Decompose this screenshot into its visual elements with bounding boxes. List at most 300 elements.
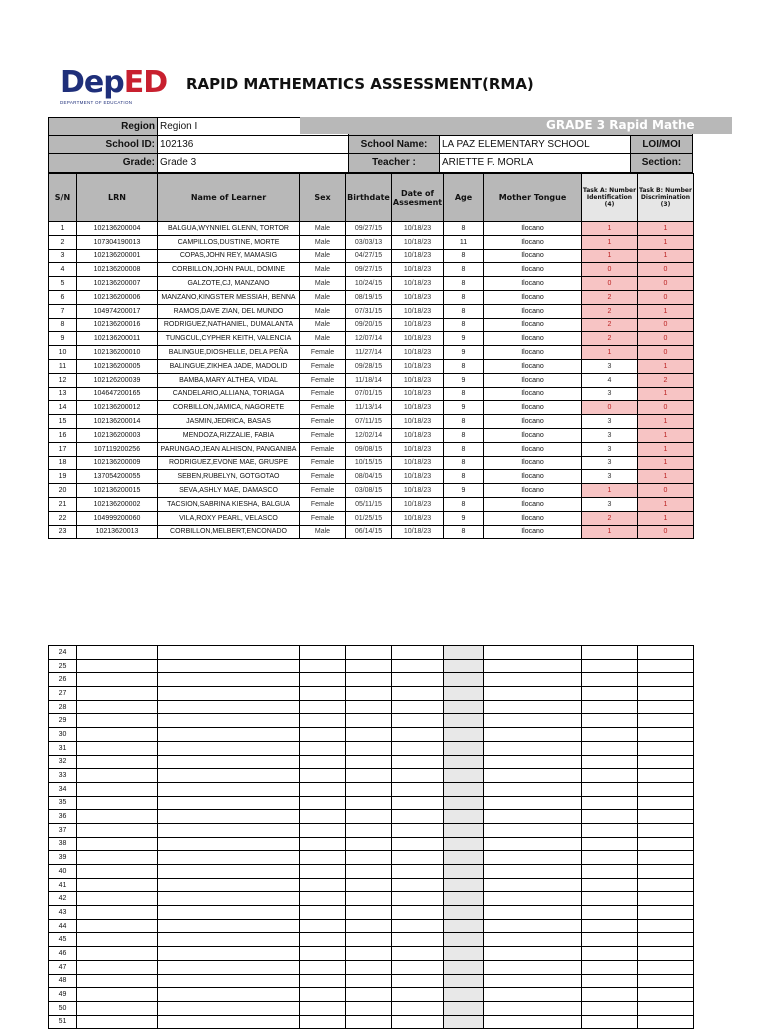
- row-task-b[interactable]: 0: [638, 484, 694, 498]
- empty-cell[interactable]: [638, 659, 694, 673]
- empty-cell[interactable]: [392, 687, 444, 701]
- row-assessment-date[interactable]: 10/18/23: [392, 318, 444, 332]
- row-birthdate[interactable]: 08/04/15: [346, 470, 392, 484]
- row-assessment-date[interactable]: 10/18/23: [392, 470, 444, 484]
- row-birthdate[interactable]: 09/27/15: [346, 263, 392, 277]
- row-sn[interactable]: 31: [49, 741, 77, 755]
- row-age[interactable]: 8: [444, 456, 484, 470]
- region-value[interactable]: Region I: [157, 117, 349, 136]
- row-birthdate[interactable]: 05/11/15: [346, 497, 392, 511]
- empty-cell[interactable]: [300, 837, 346, 851]
- empty-cell[interactable]: [582, 659, 638, 673]
- empty-cell[interactable]: [346, 769, 392, 783]
- row-sn[interactable]: 37: [49, 823, 77, 837]
- empty-cell[interactable]: [444, 837, 484, 851]
- empty-cell[interactable]: [77, 673, 158, 687]
- empty-cell[interactable]: [484, 933, 582, 947]
- row-birthdate[interactable]: 10/24/15: [346, 277, 392, 291]
- row-task-a[interactable]: 3: [582, 470, 638, 484]
- row-age[interactable]: 9: [444, 332, 484, 346]
- empty-cell[interactable]: [300, 755, 346, 769]
- row-birthdate[interactable]: 03/03/13: [346, 235, 392, 249]
- row-task-a[interactable]: 2: [582, 290, 638, 304]
- empty-cell[interactable]: [346, 810, 392, 824]
- row-mother-tongue[interactable]: Ilocano: [484, 277, 582, 291]
- row-learner-name[interactable]: VILA,ROXY PEARL, VELASCO: [158, 511, 300, 525]
- row-age[interactable]: 8: [444, 249, 484, 263]
- empty-cell[interactable]: [346, 919, 392, 933]
- row-task-b[interactable]: 1: [638, 387, 694, 401]
- empty-cell[interactable]: [582, 755, 638, 769]
- empty-cell[interactable]: [638, 673, 694, 687]
- row-sn[interactable]: 35: [49, 796, 77, 810]
- empty-cell[interactable]: [77, 988, 158, 1002]
- empty-cell[interactable]: [346, 741, 392, 755]
- row-lrn[interactable]: 102126200039: [77, 373, 158, 387]
- row-task-b[interactable]: 1: [638, 428, 694, 442]
- empty-cell[interactable]: [392, 728, 444, 742]
- row-age[interactable]: 8: [444, 497, 484, 511]
- empty-cell[interactable]: [392, 823, 444, 837]
- row-task-a[interactable]: 3: [582, 456, 638, 470]
- empty-cell[interactable]: [77, 782, 158, 796]
- row-mother-tongue[interactable]: Ilocano: [484, 263, 582, 277]
- row-task-b[interactable]: 1: [638, 235, 694, 249]
- empty-cell[interactable]: [582, 892, 638, 906]
- empty-cell[interactable]: [582, 878, 638, 892]
- row-mother-tongue[interactable]: Ilocano: [484, 511, 582, 525]
- empty-cell[interactable]: [300, 700, 346, 714]
- row-sn[interactable]: 34: [49, 782, 77, 796]
- empty-cell[interactable]: [300, 741, 346, 755]
- row-lrn[interactable]: 137054200055: [77, 470, 158, 484]
- empty-cell[interactable]: [300, 1001, 346, 1015]
- row-task-a[interactable]: 3: [582, 428, 638, 442]
- row-age[interactable]: 8: [444, 263, 484, 277]
- empty-cell[interactable]: [638, 906, 694, 920]
- empty-cell[interactable]: [158, 988, 300, 1002]
- row-age[interactable]: 11: [444, 235, 484, 249]
- empty-cell[interactable]: [158, 810, 300, 824]
- empty-cell[interactable]: [77, 741, 158, 755]
- empty-cell[interactable]: [582, 673, 638, 687]
- row-learner-name[interactable]: CORBILLON,JOHN PAUL, DOMINE: [158, 263, 300, 277]
- row-birthdate[interactable]: 10/15/15: [346, 456, 392, 470]
- empty-cell[interactable]: [300, 960, 346, 974]
- empty-cell[interactable]: [346, 837, 392, 851]
- row-sex[interactable]: Male: [300, 222, 346, 236]
- row-task-b[interactable]: 0: [638, 277, 694, 291]
- row-learner-name[interactable]: RAMOS,DAVE ZIAN, DEL MUNDO: [158, 304, 300, 318]
- empty-cell[interactable]: [392, 988, 444, 1002]
- empty-cell[interactable]: [484, 782, 582, 796]
- row-learner-name[interactable]: SEBEN,RUBELYN, GOTGOTAO: [158, 470, 300, 484]
- empty-cell[interactable]: [158, 837, 300, 851]
- row-task-b[interactable]: 0: [638, 290, 694, 304]
- row-sn[interactable]: 42: [49, 892, 77, 906]
- empty-cell[interactable]: [346, 823, 392, 837]
- empty-cell[interactable]: [300, 659, 346, 673]
- empty-cell[interactable]: [300, 823, 346, 837]
- row-learner-name[interactable]: SEVA,ASHLY MAE, DAMASCO: [158, 484, 300, 498]
- empty-cell[interactable]: [484, 947, 582, 961]
- row-sn[interactable]: 10: [49, 346, 77, 360]
- row-sex[interactable]: Female: [300, 373, 346, 387]
- row-sn[interactable]: 9: [49, 332, 77, 346]
- empty-cell[interactable]: [638, 646, 694, 660]
- row-sn[interactable]: 13: [49, 387, 77, 401]
- row-learner-name[interactable]: RODRIGUEZ,NATHANIEL, DUMALANTA: [158, 318, 300, 332]
- empty-cell[interactable]: [158, 659, 300, 673]
- empty-cell[interactable]: [300, 687, 346, 701]
- row-sn[interactable]: 28: [49, 700, 77, 714]
- row-task-b[interactable]: 1: [638, 222, 694, 236]
- empty-cell[interactable]: [300, 851, 346, 865]
- row-mother-tongue[interactable]: Ilocano: [484, 359, 582, 373]
- empty-cell[interactable]: [638, 851, 694, 865]
- empty-cell[interactable]: [77, 837, 158, 851]
- empty-cell[interactable]: [444, 933, 484, 947]
- empty-cell[interactable]: [158, 919, 300, 933]
- empty-cell[interactable]: [158, 646, 300, 660]
- empty-cell[interactable]: [158, 960, 300, 974]
- empty-cell[interactable]: [582, 646, 638, 660]
- row-sex[interactable]: Female: [300, 415, 346, 429]
- row-lrn[interactable]: 102136200012: [77, 401, 158, 415]
- row-assessment-date[interactable]: 10/18/23: [392, 442, 444, 456]
- row-task-a[interactable]: 1: [582, 525, 638, 539]
- empty-cell[interactable]: [582, 919, 638, 933]
- row-mother-tongue[interactable]: Ilocano: [484, 484, 582, 498]
- row-lrn[interactable]: 102136200001: [77, 249, 158, 263]
- empty-cell[interactable]: [346, 659, 392, 673]
- row-task-b[interactable]: 1: [638, 359, 694, 373]
- empty-cell[interactable]: [300, 933, 346, 947]
- row-sex[interactable]: Female: [300, 442, 346, 456]
- empty-cell[interactable]: [638, 769, 694, 783]
- empty-cell[interactable]: [77, 919, 158, 933]
- empty-cell[interactable]: [77, 947, 158, 961]
- row-sex[interactable]: Male: [300, 235, 346, 249]
- empty-cell[interactable]: [444, 714, 484, 728]
- empty-cell[interactable]: [484, 687, 582, 701]
- row-task-b[interactable]: 0: [638, 346, 694, 360]
- row-sn[interactable]: 16: [49, 428, 77, 442]
- empty-cell[interactable]: [346, 851, 392, 865]
- empty-cell[interactable]: [300, 878, 346, 892]
- empty-cell[interactable]: [300, 810, 346, 824]
- empty-cell[interactable]: [158, 700, 300, 714]
- row-learner-name[interactable]: TACSION,SABRINA KIESHA, BALGUA: [158, 497, 300, 511]
- row-lrn[interactable]: 102136200002: [77, 497, 158, 511]
- row-assessment-date[interactable]: 10/18/23: [392, 235, 444, 249]
- empty-cell[interactable]: [444, 741, 484, 755]
- empty-cell[interactable]: [444, 974, 484, 988]
- row-sn[interactable]: 21: [49, 497, 77, 511]
- empty-cell[interactable]: [77, 823, 158, 837]
- row-sn[interactable]: 12: [49, 373, 77, 387]
- empty-cell[interactable]: [158, 796, 300, 810]
- empty-cell[interactable]: [77, 714, 158, 728]
- row-assessment-date[interactable]: 10/18/23: [392, 359, 444, 373]
- empty-cell[interactable]: [484, 906, 582, 920]
- empty-cell[interactable]: [300, 796, 346, 810]
- empty-cell[interactable]: [77, 1001, 158, 1015]
- row-lrn[interactable]: 102136200004: [77, 222, 158, 236]
- row-sn[interactable]: 45: [49, 933, 77, 947]
- row-mother-tongue[interactable]: Ilocano: [484, 387, 582, 401]
- row-birthdate[interactable]: 12/07/14: [346, 332, 392, 346]
- row-age[interactable]: 8: [444, 304, 484, 318]
- row-lrn[interactable]: 102136200003: [77, 428, 158, 442]
- empty-cell[interactable]: [582, 728, 638, 742]
- row-sn[interactable]: 49: [49, 988, 77, 1002]
- empty-cell[interactable]: [158, 933, 300, 947]
- row-assessment-date[interactable]: 10/18/23: [392, 401, 444, 415]
- row-sn[interactable]: 30: [49, 728, 77, 742]
- empty-cell[interactable]: [346, 960, 392, 974]
- empty-cell[interactable]: [444, 919, 484, 933]
- empty-cell[interactable]: [638, 878, 694, 892]
- row-sex[interactable]: Female: [300, 484, 346, 498]
- row-sn[interactable]: 36: [49, 810, 77, 824]
- row-birthdate[interactable]: 11/27/14: [346, 346, 392, 360]
- empty-cell[interactable]: [484, 810, 582, 824]
- row-sex[interactable]: Male: [300, 525, 346, 539]
- empty-cell[interactable]: [484, 728, 582, 742]
- row-task-b[interactable]: 1: [638, 497, 694, 511]
- row-task-a[interactable]: 2: [582, 332, 638, 346]
- empty-cell[interactable]: [444, 851, 484, 865]
- empty-cell[interactable]: [582, 1015, 638, 1029]
- empty-cell[interactable]: [300, 673, 346, 687]
- row-mother-tongue[interactable]: Ilocano: [484, 290, 582, 304]
- row-lrn[interactable]: 104647200165: [77, 387, 158, 401]
- empty-cell[interactable]: [638, 1015, 694, 1029]
- row-task-b[interactable]: 0: [638, 525, 694, 539]
- row-mother-tongue[interactable]: Ilocano: [484, 456, 582, 470]
- row-sn[interactable]: 7: [49, 304, 77, 318]
- row-lrn[interactable]: 104974200017: [77, 304, 158, 318]
- empty-cell[interactable]: [77, 892, 158, 906]
- empty-cell[interactable]: [392, 796, 444, 810]
- empty-cell[interactable]: [392, 755, 444, 769]
- row-age[interactable]: 8: [444, 415, 484, 429]
- empty-cell[interactable]: [300, 646, 346, 660]
- row-sn[interactable]: 32: [49, 755, 77, 769]
- row-assessment-date[interactable]: 10/18/23: [392, 332, 444, 346]
- row-sn[interactable]: 17: [49, 442, 77, 456]
- row-sex[interactable]: Male: [300, 332, 346, 346]
- row-mother-tongue[interactable]: Ilocano: [484, 318, 582, 332]
- row-sex[interactable]: Female: [300, 497, 346, 511]
- empty-cell[interactable]: [346, 1001, 392, 1015]
- empty-cell[interactable]: [638, 892, 694, 906]
- row-task-b[interactable]: 0: [638, 401, 694, 415]
- empty-cell[interactable]: [346, 1015, 392, 1029]
- row-task-b[interactable]: 1: [638, 249, 694, 263]
- row-lrn[interactable]: 102136200014: [77, 415, 158, 429]
- row-sn[interactable]: 4: [49, 263, 77, 277]
- empty-cell[interactable]: [392, 1015, 444, 1029]
- row-age[interactable]: 8: [444, 222, 484, 236]
- empty-cell[interactable]: [77, 755, 158, 769]
- empty-cell[interactable]: [77, 933, 158, 947]
- row-sex[interactable]: Male: [300, 277, 346, 291]
- empty-cell[interactable]: [484, 646, 582, 660]
- empty-cell[interactable]: [158, 906, 300, 920]
- empty-cell[interactable]: [582, 1001, 638, 1015]
- row-task-b[interactable]: 0: [638, 263, 694, 277]
- row-age[interactable]: 9: [444, 346, 484, 360]
- empty-cell[interactable]: [77, 796, 158, 810]
- row-mother-tongue[interactable]: Ilocano: [484, 525, 582, 539]
- empty-cell[interactable]: [444, 960, 484, 974]
- empty-cell[interactable]: [158, 878, 300, 892]
- empty-cell[interactable]: [300, 906, 346, 920]
- row-mother-tongue[interactable]: Ilocano: [484, 235, 582, 249]
- row-assessment-date[interactable]: 10/18/23: [392, 484, 444, 498]
- row-age[interactable]: 8: [444, 277, 484, 291]
- empty-cell[interactable]: [300, 892, 346, 906]
- row-birthdate[interactable]: 09/20/15: [346, 318, 392, 332]
- row-sn[interactable]: 11: [49, 359, 77, 373]
- row-task-a[interactable]: 2: [582, 304, 638, 318]
- row-task-a[interactable]: 1: [582, 235, 638, 249]
- empty-cell[interactable]: [484, 700, 582, 714]
- row-learner-name[interactable]: BALGUA,WYNNIEL GLENN, TORTOR: [158, 222, 300, 236]
- empty-cell[interactable]: [158, 687, 300, 701]
- row-sn[interactable]: 6: [49, 290, 77, 304]
- empty-cell[interactable]: [444, 769, 484, 783]
- row-mother-tongue[interactable]: Ilocano: [484, 249, 582, 263]
- row-assessment-date[interactable]: 10/18/23: [392, 525, 444, 539]
- row-age[interactable]: 8: [444, 359, 484, 373]
- row-lrn[interactable]: 104999200060: [77, 511, 158, 525]
- empty-cell[interactable]: [77, 878, 158, 892]
- empty-cell[interactable]: [582, 782, 638, 796]
- empty-cell[interactable]: [346, 892, 392, 906]
- empty-cell[interactable]: [444, 947, 484, 961]
- empty-cell[interactable]: [300, 782, 346, 796]
- row-age[interactable]: 8: [444, 525, 484, 539]
- empty-cell[interactable]: [392, 851, 444, 865]
- row-task-b[interactable]: 1: [638, 442, 694, 456]
- empty-cell[interactable]: [77, 960, 158, 974]
- empty-cell[interactable]: [638, 974, 694, 988]
- row-mother-tongue[interactable]: Ilocano: [484, 304, 582, 318]
- row-mother-tongue[interactable]: Ilocano: [484, 415, 582, 429]
- row-assessment-date[interactable]: 10/18/23: [392, 415, 444, 429]
- row-sn[interactable]: 50: [49, 1001, 77, 1015]
- row-learner-name[interactable]: RODRIGUEZ,EVONE MAE, GRUSPE: [158, 456, 300, 470]
- empty-cell[interactable]: [582, 810, 638, 824]
- row-birthdate[interactable]: 09/08/15: [346, 442, 392, 456]
- empty-cell[interactable]: [638, 960, 694, 974]
- row-mother-tongue[interactable]: Ilocano: [484, 442, 582, 456]
- empty-cell[interactable]: [582, 988, 638, 1002]
- row-assessment-date[interactable]: 10/18/23: [392, 304, 444, 318]
- row-age[interactable]: 8: [444, 442, 484, 456]
- empty-cell[interactable]: [444, 878, 484, 892]
- row-learner-name[interactable]: CORBILLON,MELBERT,ENCONADO: [158, 525, 300, 539]
- row-learner-name[interactable]: TUNGCUL,CYPHER KEITH, VALENCIA: [158, 332, 300, 346]
- empty-cell[interactable]: [346, 673, 392, 687]
- empty-cell[interactable]: [392, 974, 444, 988]
- row-assessment-date[interactable]: 10/18/23: [392, 277, 444, 291]
- empty-cell[interactable]: [346, 878, 392, 892]
- empty-cell[interactable]: [484, 769, 582, 783]
- row-learner-name[interactable]: BAMBA,MARY ALTHEA, VIDAL: [158, 373, 300, 387]
- row-sn[interactable]: 3: [49, 249, 77, 263]
- row-lrn[interactable]: 102136200008: [77, 263, 158, 277]
- empty-cell[interactable]: [484, 865, 582, 879]
- school-id-value[interactable]: 102136: [157, 135, 349, 154]
- row-task-a[interactable]: 0: [582, 401, 638, 415]
- empty-cell[interactable]: [444, 687, 484, 701]
- row-assessment-date[interactable]: 10/18/23: [392, 249, 444, 263]
- empty-cell[interactable]: [158, 974, 300, 988]
- row-task-b[interactable]: 0: [638, 318, 694, 332]
- row-lrn[interactable]: 102136200011: [77, 332, 158, 346]
- row-mother-tongue[interactable]: Ilocano: [484, 497, 582, 511]
- empty-cell[interactable]: [444, 782, 484, 796]
- row-task-a[interactable]: 1: [582, 484, 638, 498]
- row-sn[interactable]: 24: [49, 646, 77, 660]
- empty-cell[interactable]: [638, 741, 694, 755]
- row-sn[interactable]: 47: [49, 960, 77, 974]
- row-lrn[interactable]: 102136200015: [77, 484, 158, 498]
- empty-cell[interactable]: [392, 865, 444, 879]
- empty-cell[interactable]: [638, 947, 694, 961]
- row-assessment-date[interactable]: 10/18/23: [392, 263, 444, 277]
- row-task-a[interactable]: 2: [582, 318, 638, 332]
- empty-cell[interactable]: [444, 988, 484, 1002]
- empty-cell[interactable]: [392, 919, 444, 933]
- empty-cell[interactable]: [158, 892, 300, 906]
- row-sn[interactable]: 48: [49, 974, 77, 988]
- empty-cell[interactable]: [346, 865, 392, 879]
- row-sn[interactable]: 14: [49, 401, 77, 415]
- empty-cell[interactable]: [392, 646, 444, 660]
- row-sex[interactable]: Female: [300, 456, 346, 470]
- empty-cell[interactable]: [77, 851, 158, 865]
- row-sex[interactable]: Female: [300, 359, 346, 373]
- row-age[interactable]: 8: [444, 470, 484, 484]
- empty-cell[interactable]: [77, 728, 158, 742]
- row-sn[interactable]: 25: [49, 659, 77, 673]
- empty-cell[interactable]: [392, 906, 444, 920]
- empty-cell[interactable]: [444, 659, 484, 673]
- row-task-a[interactable]: 1: [582, 249, 638, 263]
- row-age[interactable]: 8: [444, 318, 484, 332]
- row-birthdate[interactable]: 07/11/15: [346, 415, 392, 429]
- row-birthdate[interactable]: 06/14/15: [346, 525, 392, 539]
- empty-cell[interactable]: [582, 960, 638, 974]
- empty-cell[interactable]: [158, 769, 300, 783]
- empty-cell[interactable]: [300, 988, 346, 1002]
- empty-cell[interactable]: [77, 659, 158, 673]
- row-sex[interactable]: Female: [300, 346, 346, 360]
- empty-cell[interactable]: [582, 865, 638, 879]
- empty-cell[interactable]: [582, 700, 638, 714]
- row-birthdate[interactable]: 07/31/15: [346, 304, 392, 318]
- empty-cell[interactable]: [77, 700, 158, 714]
- row-task-a[interactable]: 0: [582, 263, 638, 277]
- empty-cell[interactable]: [158, 728, 300, 742]
- empty-cell[interactable]: [582, 947, 638, 961]
- empty-cell[interactable]: [638, 687, 694, 701]
